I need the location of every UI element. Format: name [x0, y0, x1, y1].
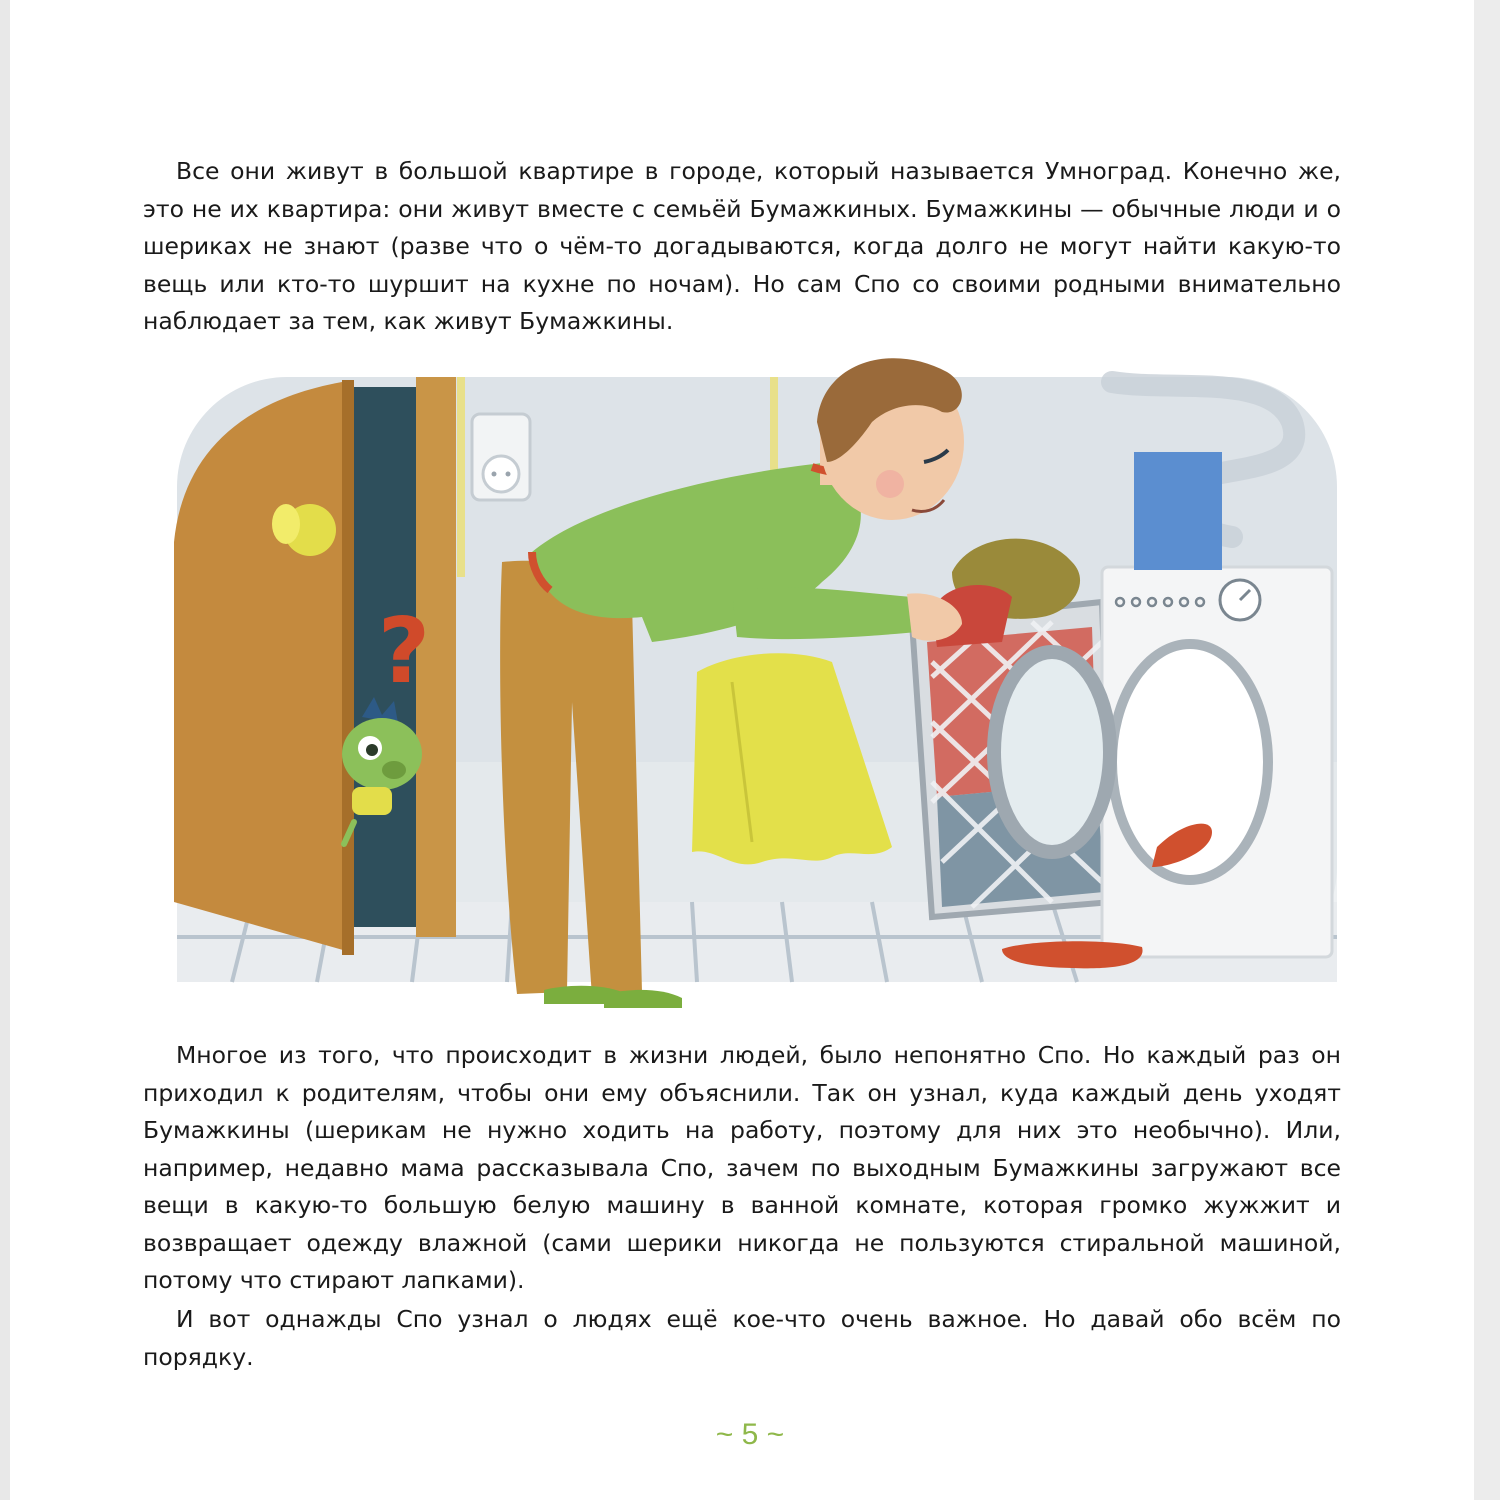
paragraph-middle: Многое из того, что происходит в жизни людей, было непонятно Спо. Но каждый раз он приходил к родителям, чтобы они ему объяснили. Так он узнал, куда каждый день уходят Бумажкины (шерикам не нужно ходить на работу, поэтому для них это необычно). Или, например, недавно мама рассказывала Спо, зачем по выходным Бумажкины загружают все вещи в какую-то большую белую машину в ванной комнате, которая громко жужжит и возвращает одежду влажной (сами шерики никогда не пользуются стиральной машиной, потому что стирают лапками).: [143, 1041, 1341, 1294]
page-number: ~ 5 ~: [715, 1418, 785, 1451]
middle-text-block: [143, 1037, 1341, 1300]
door-edge: [342, 380, 354, 955]
paragraph-intro: Все они живут в большой квартире в городе, который называется Умноград. Конечно же, это не их квартира: они живут вместе с семьёй Бумажкиных. Бумажкины — обычные люди и о шериках не знают (разве что о чём-то догадываются, когда долго не могут найти какую-то вещь или кто-то шуршит на кухне по ночам). Но сам Спо со своими родными внимательно наблюдает за тем, как живут Бумажкины.: [143, 157, 1341, 335]
laundry-illustration: [172, 342, 1342, 1018]
detergent-box: [1134, 452, 1222, 570]
closing-text-block: [143, 1301, 1341, 1376]
socket-icon: [472, 414, 530, 500]
page-edge-left: [0, 0, 10, 1500]
paragraph-closing: И вот однажды Спо узнал о людях ещё кое-что очень важное. Но давай обо всём по порядку.: [143, 1305, 1341, 1371]
wall-pipe-left: [457, 377, 465, 577]
page-edge-right: [1474, 0, 1500, 1500]
door: [174, 382, 350, 952]
intro-text-block: [143, 153, 1341, 341]
machine-dial-icon: [1220, 580, 1260, 620]
machine-door: [994, 652, 1110, 852]
question-mark: ?: [377, 599, 431, 704]
